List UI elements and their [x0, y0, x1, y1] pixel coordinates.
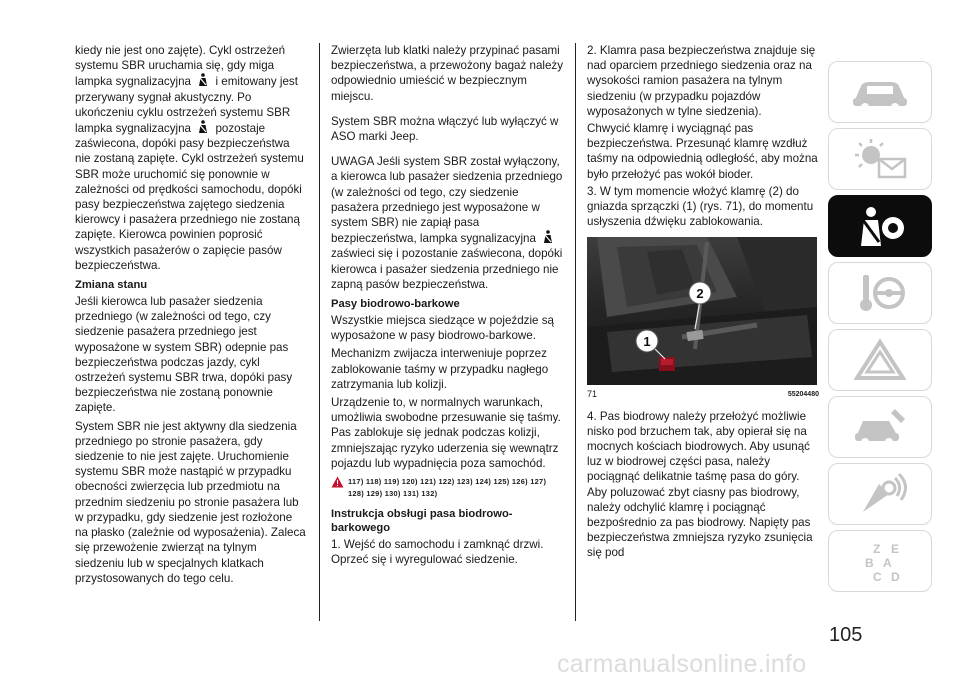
key-steering-icon	[849, 271, 911, 315]
tab-multimedia[interactable]	[828, 463, 932, 525]
warning-triangle-icon	[331, 476, 344, 488]
reference-list-line: 128) 129) 130) 131) 132)	[348, 489, 438, 499]
alphabet-index-icon	[849, 539, 911, 583]
lights-messages-icon	[849, 137, 911, 181]
tab-starting-driving[interactable]	[828, 262, 932, 324]
warning-triangle-tab-icon	[849, 338, 911, 382]
watermark: carmanualsonline.info	[557, 650, 807, 678]
svg-text:B: B	[865, 556, 874, 570]
car-dashboard-icon	[849, 72, 911, 112]
tab-lights-warnings[interactable]	[828, 128, 932, 190]
note-paragraph: UWAGA Jeśli system SBR został wyłączony, a kierowca lub pasażer siedzenia przedniego (w zależności od tego, czy siedzenie pasażera przedniego jest wyposażone w system SBR) nie zapiął pasa bezpieczeństwa, lampka sygnalizacyjna zaświeci się i pozostanie zaświecona, dopóki kierowca i pasażer siedzenia przedniego nie zapną pasów bezpieczeństwa.	[331, 155, 563, 291]
callout-2-label: 2	[696, 286, 704, 302]
paragraph: 3. W tym momencie włożyć klamrę (2) do gniazda sprzączki (1) (rys. 71), do momentu usłyszenia dźwięku zablokowania.	[587, 184, 814, 229]
text-column-1	[75, 43, 307, 589]
seatbelt-warning-icon	[197, 120, 209, 134]
page-number: 105	[829, 624, 863, 646]
multimedia-icon	[849, 472, 911, 516]
tab-emergency[interactable]	[828, 329, 932, 391]
paragraph: 1. Wejść do samochodu i zamknąć drzwi. Oprzeć się i wyregulować siedzenie.	[331, 538, 544, 567]
tab-dashboard[interactable]	[828, 61, 932, 123]
callout-1-label: 1	[643, 334, 651, 350]
seatbelt-airbag-icon	[849, 204, 911, 248]
chapter-tabs	[828, 61, 932, 597]
text-column-2	[331, 43, 563, 570]
paragraph: 4. Pas biodrowy należy przełożyć możliwie nisko pod brzuchem tak, aby opierał się na mocnych kościach biodrowych. Aby usunąć luz w biodrowej części pasa, należy pociągnąć delikatnie taśmę pasa do góry. Aby poluzować zbyt ciasny pas biodrowy, należy odchylić klamrę i pociągnąć bezpośrednio za pas biodrowy. Napięty pas bezpieczeństwa zmniejsza ryzyko zsunięcia się pod	[587, 409, 813, 560]
svg-text:E: E	[891, 542, 900, 556]
figure-code: 55204480	[787, 391, 819, 399]
seatbelt-figure-photo	[587, 237, 817, 385]
svg-text:Z: Z	[873, 542, 881, 556]
figure-caption	[587, 387, 819, 402]
svg-text:D: D	[891, 570, 900, 583]
column-divider	[319, 43, 320, 621]
paragraph: Zwierzęta lub klatki należy przypinać pasami bezpieczeństwa, a przewożony bagaż należy odpowiednio umieścić w bezpiecznym miejscu.	[331, 44, 564, 103]
reference-list-line: 117) 118) 119) 120) 121) 122) 123) 124) 125) 126) 127)	[348, 477, 547, 487]
heading-status-change: Zmiana stanu	[75, 279, 148, 292]
seatbelt-warning-icon	[197, 73, 209, 87]
seat-illustration	[587, 237, 817, 385]
heading-lap-shoulder-belts: Pasy biodrowo-barkowe	[331, 298, 460, 311]
paragraph: Chwycić klamrę i wyciągnąć pas bezpieczeństwa. Przesunąć klamrę wzdłuż taśmy na odpowiednią odległość, aby można było przełożyć pas wokół bioder.	[587, 122, 818, 181]
svg-text:A: A	[883, 556, 892, 570]
figure-number: 71	[587, 389, 598, 400]
tab-servicing[interactable]	[828, 396, 932, 458]
paragraph: kiedy nie jest ono zajęte). Cykl ostrzeżeń systemu SBR uruchamia się, gdy miga lampka sygnalizacyjna i emitowany jest przerywany sygnał akustyczny. Po ukończeniu cyklu ostrzeżeń systemu SBR lampka sygnalizacyjna pozostaje zaświecona, dopóki pasy bezpieczeństwa nie zostaną zapięte. Cykl ostrzeżeń systemu SBR może uruchomić się ponownie w zależności od prędkości samochodu, dopóki pasy bezpieczeństwa zajętego siedzenia kierowcy i pasażera przedniego nie zostaną zapięte. Kierowca powinien poprosić wszystkich pasażerów o zapięcie pasów bezpieczeństwa.	[75, 44, 304, 272]
warning-references	[331, 476, 563, 500]
tab-safety[interactable]	[828, 195, 932, 257]
paragraph: Wszystkie miejsca siedzące w pojeździe są wyposażone w pasy biodrowo-barkowe.	[331, 314, 554, 343]
paragraph: Mechanizm zwijacza interweniuje poprzez zablokowanie taśmy w przypadku nagłego zatrzymania lub kolizji.	[331, 347, 549, 391]
heading-belt-instructions: Instrukcja obsługi pasa biodrowo-barkowego	[331, 508, 513, 535]
paragraph: Jeśli kierowca lub pasażer siedzenia przedniego (w zależności od tego, czy siedzenie pasażera przedniego jest wyposażone w system SBR) odepnie pas bezpieczeństwa podczas jazdy, cykl ostrzeżeń systemu SBR trwa, dopóki pasy bezpieczeństwa nie zostaną ponownie zapięte.	[75, 295, 293, 415]
car-service-icon	[849, 405, 911, 449]
tab-index[interactable]	[828, 530, 932, 592]
text-column-3	[587, 43, 819, 564]
svg-text:C: C	[873, 570, 882, 583]
paragraph: System SBR nie jest aktywny dla siedzenia przedniego po stronie pasażera, gdy siedzenie to nie jest zajęte. Uruchomienie systemu SBR może nastąpić w przypadku obecności zwierzęcia lub przedmiotu na przednim siedzeniu po stronie pasażera lub w przypadku, gdy siedzenie jest rozłożone na płasko (zależnie od wyposażenia). Zaleca się przewożenie zwierząt na tylnym siedzeniu lub w specjalnych klatkach przystosowanych do tego celu.	[75, 419, 306, 585]
paragraph: System SBR można włączyć lub wyłączyć w ASO marki Jeep.	[331, 114, 559, 144]
paragraph: 2. Klamra pasa bezpieczeństwa znajduje się nad oparciem przedniego siedzenia oraz na wysokości ramion pasażera na tylnym siedzeniu (w przypadku pojazdów wyposażonych w tylne siedzenia).	[587, 44, 816, 118]
column-divider	[575, 43, 576, 621]
paragraph: Urządzenie to, w normalnych warunkach, umożliwia swobodne przesuwanie się taśmy. Pas zablokuje się jednak podczas kolizji, zmniejszając ryzyko uderzenia się wewnątrz pojazdu lub wypadnięcia poza samochód.	[331, 396, 561, 470]
seatbelt-warning-icon	[542, 230, 554, 244]
